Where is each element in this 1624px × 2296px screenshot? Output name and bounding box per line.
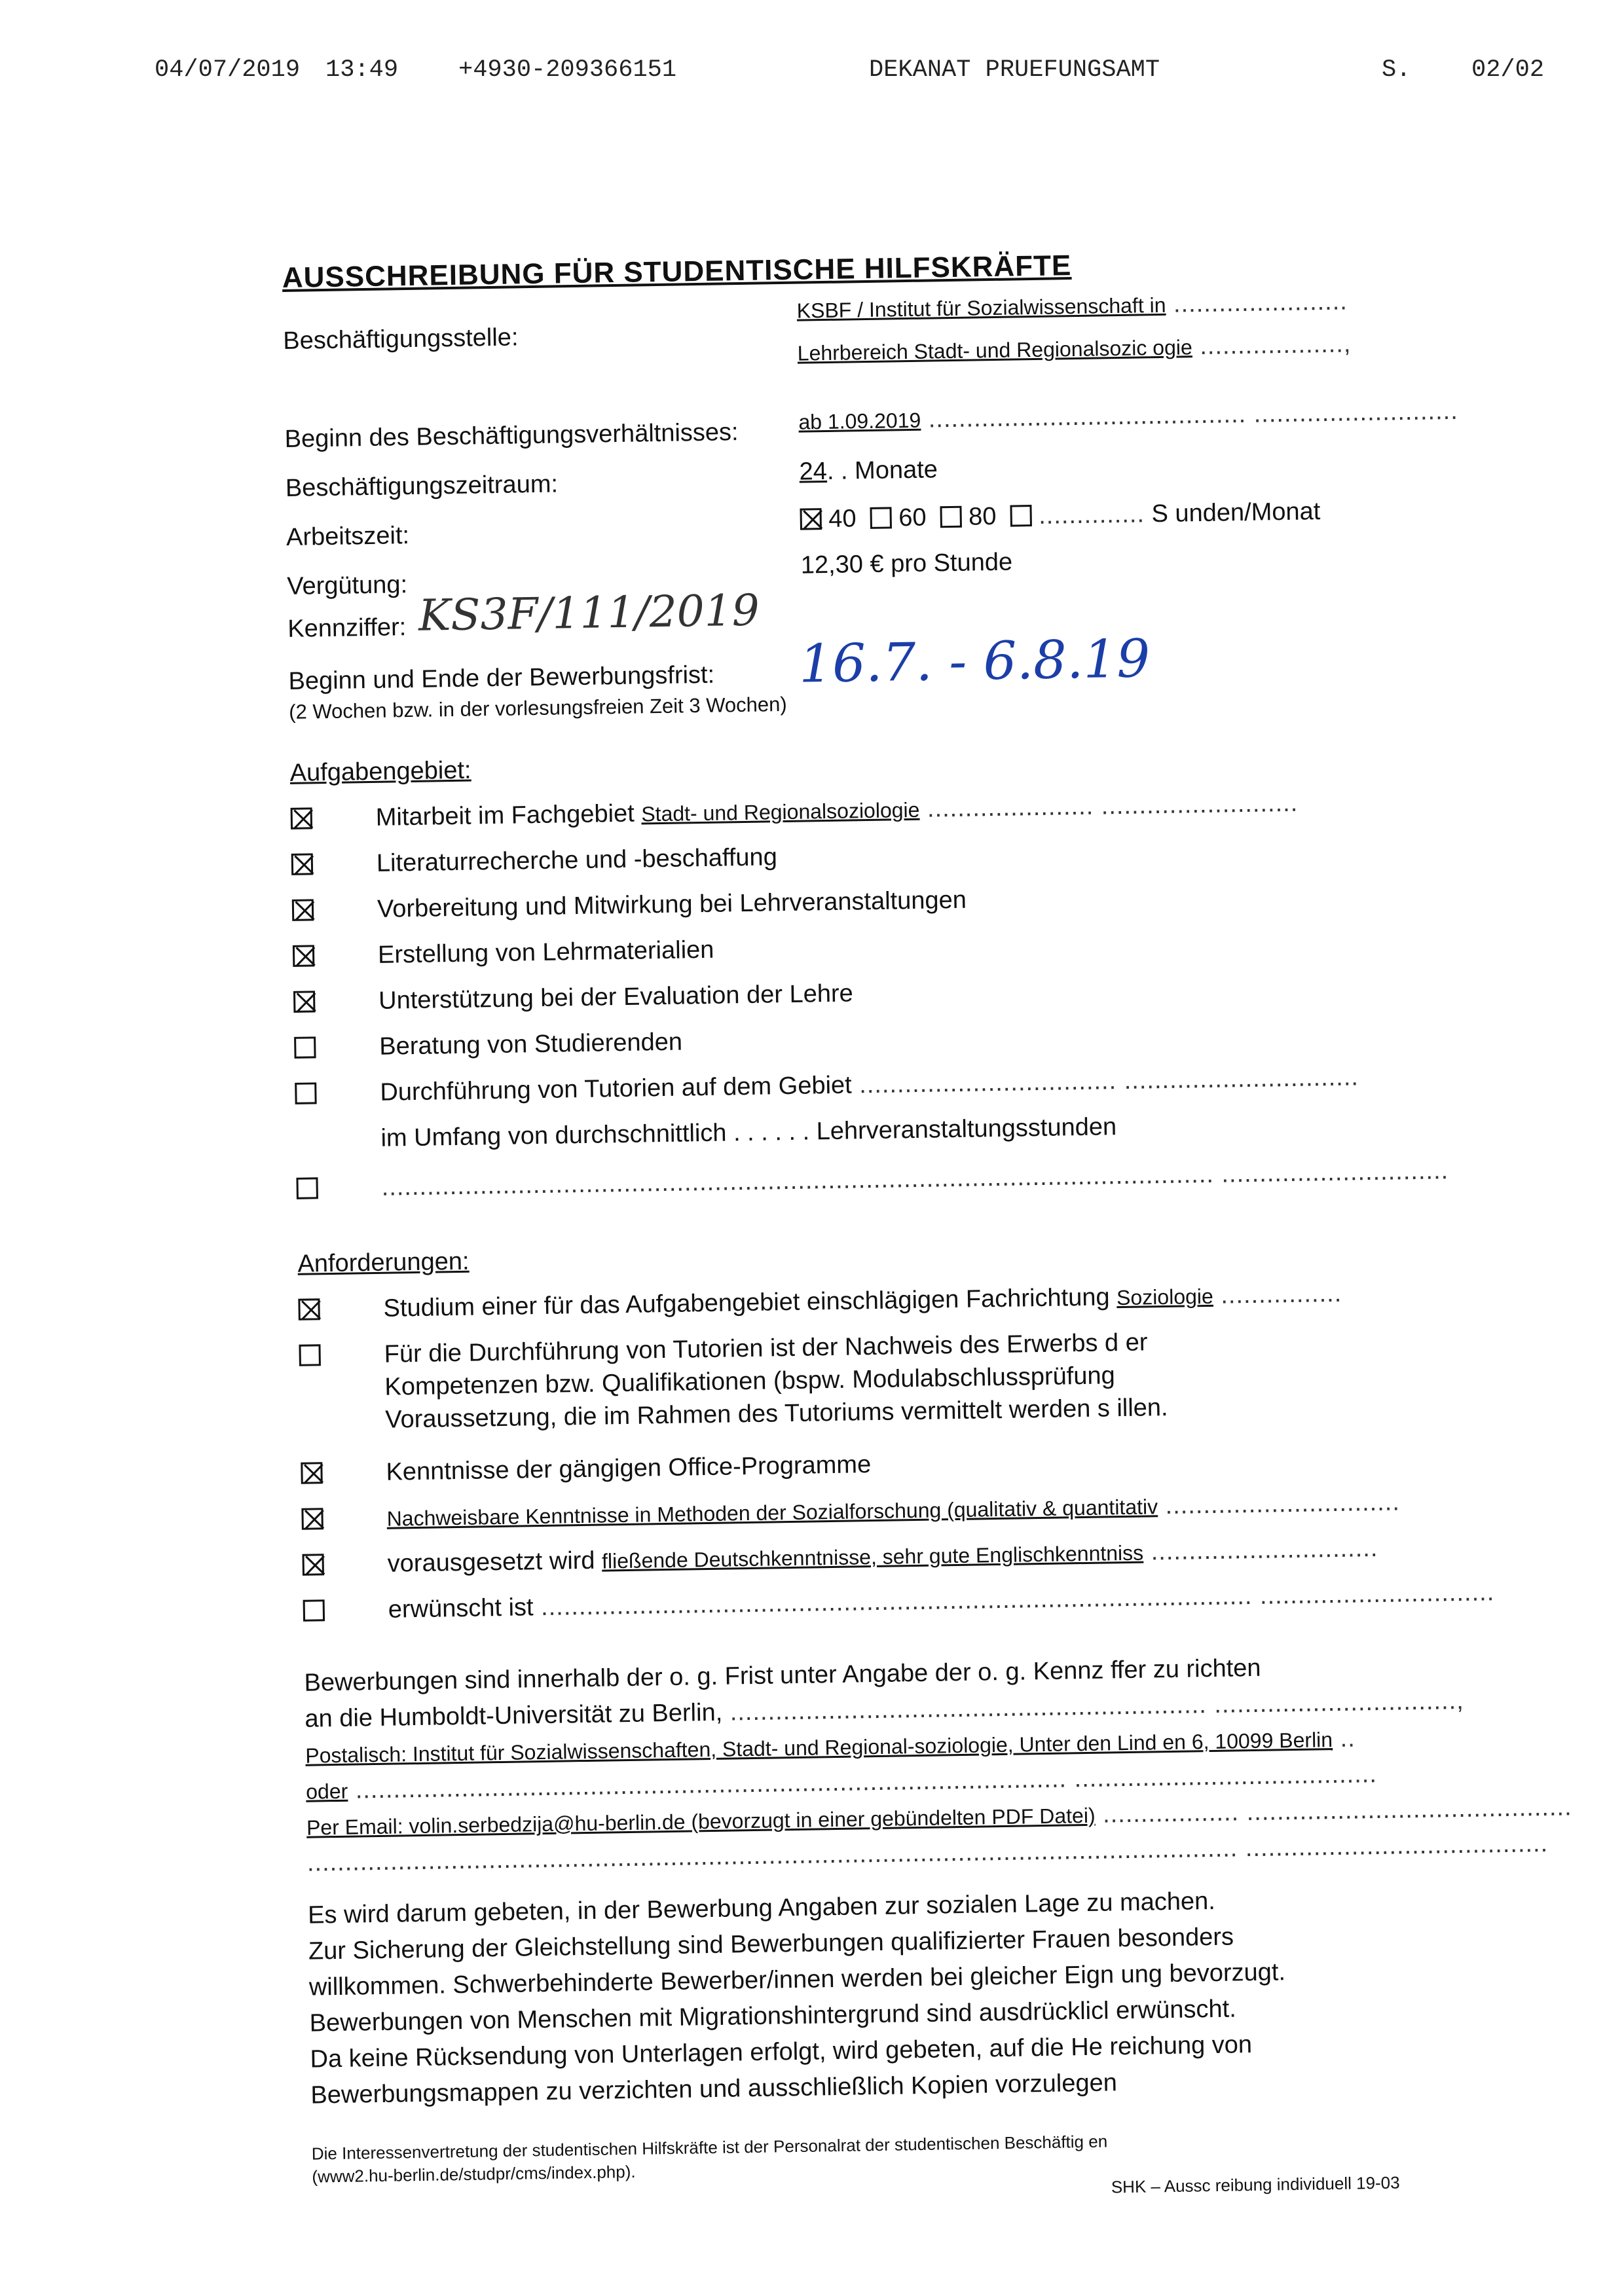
task-checkbox[interactable] [293, 991, 316, 1013]
employer-value-line2: Lehrbereich Stadt- und Regionalsozic ogie ..................., [797, 330, 1352, 365]
fax-sender: DEKANAT PRUEFUNGSAMT [869, 56, 1160, 84]
requirement-item: erwünscht ist .............................................................................................. ............................... [303, 1579, 1469, 1597]
requirement-checkbox[interactable] [298, 1298, 320, 1321]
closing-line: Zur Sicherung der Gleichstellung sind Bewerbungen qualifizierter Frauen besonders [308, 1923, 1234, 1965]
task-checkbox[interactable] [291, 853, 314, 875]
deadline-handwritten: 16.7. - 6.8.19 [798, 628, 1151, 695]
worktime-80-checkbox[interactable] [940, 506, 962, 528]
period-value: 24. . Monate [799, 456, 938, 486]
period-label: Beschäftigungszeitraum: [285, 470, 559, 502]
requirement-item: Nachweisbare Kenntnisse in Methoden der Sozialforschung (qualitativ & quantitativ ............................... [301, 1487, 1467, 1506]
start-label: Beginn des Beschäftigungsverhältnisses: [284, 418, 739, 453]
closing-line: willkommen. Schwerbehinderte Bewerber/innen werden bei gleicher Eign ung bevorzugt. [308, 1958, 1286, 2001]
fax-time: 13:49 [325, 56, 399, 84]
task-item: Beratung von Studierenden [294, 1016, 1460, 1034]
fax-page-label: S. [1382, 56, 1411, 84]
tutor-requirement-line3: Voraussetzung, die im Rahmen des Tutoriums vermittelt werden s illen. [384, 1393, 1168, 1434]
application-email: Per Email: volin.serbedzija@hu-berlin.de (bevorzugt in einer gebündelten PDF Datei) .................. ........................................... [306, 1793, 1572, 1840]
requirement-checkbox[interactable] [299, 1344, 321, 1366]
worktime-options: 40 60 80 .............. S unden/Monat [800, 498, 1320, 534]
employer-label: Beschäftigungsstelle: [283, 323, 519, 355]
task-checkbox[interactable] [292, 899, 314, 921]
requirement-item: vorausgesetzt wird fließende Deutschkenntnisse, sehr gute Englischkenntniss .............................. [302, 1533, 1467, 1552]
fax-header [0, 56, 1624, 89]
deadline-note: (2 Wochen bzw. in der vorlesungsfreien Zeit 3 Wochen) [288, 692, 787, 723]
task-item: Erstellung von Lehrmaterialien [293, 924, 1458, 943]
task-item-other: .............................................................................................................. .............................. [296, 1157, 1462, 1175]
tasks-heading: Aufgabengebiet: [289, 756, 471, 787]
closing-line: Bewerbungen von Menschen mit Migrationshintergrund sind ausdrücklicl erwünscht. [309, 1995, 1237, 2037]
requirement-checkbox[interactable] [303, 1599, 325, 1622]
requirement-checkbox[interactable] [301, 1462, 323, 1484]
application-postal: Postalisch: Institut für Sozialwissenschaften, Stadt- und Regional-soziologie, Unter den Lind en 6, 10099 Berlin .. [305, 1724, 1356, 1768]
task-item: Vorbereitung und Mitwirkung bei Lehrveranstaltungen [292, 879, 1458, 897]
footer-line2: (www2.hu-berlin.de/studpr/cms/index.php). [312, 2161, 636, 2187]
employer-value-line1: KSBF / Institut für Sozialwissenschaft in ....................... [796, 287, 1348, 323]
task-item: Unterstützung bei der Evaluation der Lehre [293, 970, 1459, 989]
fax-page: 02/02 [1471, 56, 1545, 84]
requirement-item: Kenntnisse der gängigen Office-Programme [301, 1442, 1466, 1460]
requirement-item: Für die Durchführung von Tutorien ist der Nachweis des Erwerbs d er [299, 1324, 1464, 1342]
page-title: AUSSCHREIBUNG FÜR STUDENTISCHE HILFSKRÄFTE [282, 249, 1072, 294]
worktime-label: Arbeitszeit: [286, 521, 410, 551]
requirement-checkbox[interactable] [301, 1508, 323, 1530]
worktime-other-checkbox[interactable] [1010, 505, 1032, 527]
closing-line: Bewerbungsmappen zu verzichten und ausschließlich Kopien vorzulegen [310, 2069, 1118, 2109]
task-checkbox[interactable] [293, 945, 315, 967]
requirement-item: Studium einer für das Aufgabengebiet einschlägigen Fachrichtung Soziologie ................ [298, 1278, 1464, 1296]
form-id: SHK – Aussc reibung individuell 19-03 [1111, 2172, 1400, 2197]
task-item: Durchführung von Tutorien auf dem Gebiet .................................. ............................... [295, 1062, 1460, 1080]
task-item: Literaturrecherche und -beschaffung [291, 833, 1457, 851]
application-or: oder .............................................................................................. ........................................ [305, 1760, 1378, 1804]
application-blank-line: ........................................................................................................................... ........................................ [306, 1829, 1549, 1877]
task-item: Mitarbeit im Fachgebiet Stadt- und Regionalsoziologie ...................... .......................... [291, 787, 1456, 805]
closing-line: Da keine Rücksendung von Unterlagen erfolgt, wird gebeten, auf die He reichung von [310, 2031, 1253, 2073]
application-line1: Bewerbungen sind innerhalb der o. g. Frist unter Angabe der o. g. Kennz ffer zu richten [304, 1654, 1261, 1697]
document-page [282, 224, 1572, 2206]
deadline-label: Beginn und Ende der Bewerbungsfrist: [288, 661, 715, 695]
tutorial-scope: im Umfang von durchschnittlich . . . . . . Lehrveranstaltungsstunden [380, 1113, 1117, 1152]
tutor-requirement-line2: Kompetenzen bzw. Qualifikationen (bspw. Modulabschlussprüfung [384, 1362, 1116, 1401]
fax-date: 04/07/2019 [155, 56, 301, 84]
closing-line: Es wird darum gebeten, in der Bewerbung Angaben zur sozialen Lage zu machen. [307, 1887, 1216, 1929]
requirement-checkbox[interactable] [302, 1554, 324, 1576]
pay-value: 12,30 € pro Stunde [800, 548, 1013, 579]
task-checkbox[interactable] [291, 807, 313, 829]
worktime-40-checkbox[interactable] [800, 508, 822, 530]
worktime-60-checkbox[interactable] [870, 507, 892, 529]
fax-phone: +4930-209366151 [458, 56, 677, 84]
task-other-checkbox[interactable] [296, 1177, 318, 1199]
application-line2: an die Humboldt-Universität zu Berlin, ............................................................... ................................, [304, 1686, 1465, 1733]
requirements-heading: Anforderungen: [297, 1247, 470, 1278]
code-label: Kennziffer: [287, 613, 407, 643]
start-value: ab 1.09.2019 .......................................... ........................... [798, 397, 1459, 434]
code-handwritten: KS3F/111/2019 [418, 585, 760, 641]
pay-label: Vergütung: [286, 571, 408, 600]
task-checkbox[interactable] [295, 1082, 317, 1104]
footer-line1: Die Interessenvertretung der studentischen Hilfskräfte ist der Personalrat der studentischen Beschäftig en [311, 2131, 1108, 2164]
task-checkbox[interactable] [294, 1036, 316, 1059]
